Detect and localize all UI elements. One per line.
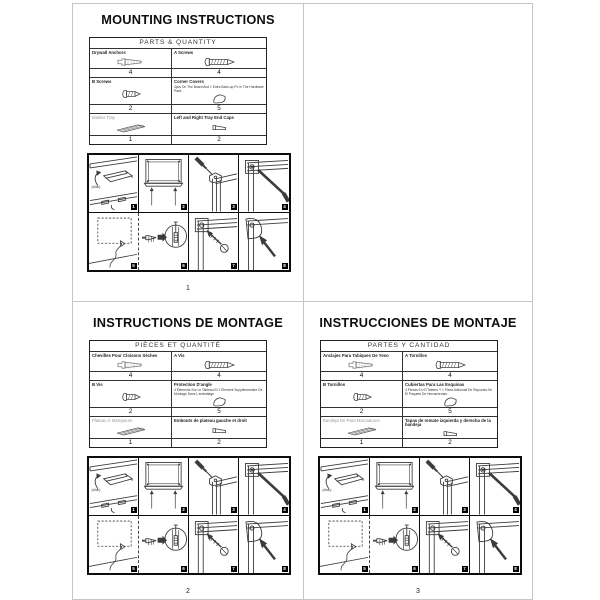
part-quantity: 4 (172, 68, 266, 77)
assembly-step-7 (189, 213, 239, 271)
step-number-badge: 6 (413, 565, 416, 571)
assembly-step-4 (239, 155, 289, 213)
parts-table-row (321, 381, 497, 417)
assembly-step-4 (470, 458, 520, 516)
page-content (304, 307, 532, 599)
assembly-step-1 (89, 458, 139, 516)
part-label: B Tornillos (323, 381, 346, 387)
assembly-step-5 (89, 213, 139, 271)
step-number-badge: 7 (463, 565, 466, 571)
part-cell (172, 78, 266, 113)
part-cell (90, 352, 172, 380)
part-cell (172, 352, 266, 380)
page-fr (73, 302, 303, 599)
marker-tray-icon (321, 423, 402, 438)
corner-cover-icon (172, 397, 266, 407)
step-number-badge: 8 (283, 565, 286, 571)
part-label: Cubiertas Para Las Esquinas (405, 381, 465, 387)
parts-table (89, 37, 267, 145)
part-cell (403, 381, 497, 416)
step-number-badge: 1 (132, 507, 135, 512)
screw-long-icon (403, 358, 497, 371)
part-quantity: 4 (403, 371, 497, 380)
drywall-anchor-glyph (116, 56, 146, 67)
step-number-badge: 4 (283, 507, 286, 512)
step-number-badge: 3 (232, 204, 235, 209)
parts-table-row (90, 49, 266, 78)
step-number-badge: 5 (132, 565, 135, 571)
parts-table-row (90, 352, 266, 381)
parts-table-header: PARTES Y CANTIDAD (321, 341, 497, 352)
part-cell (321, 381, 403, 416)
end-cap-icon (172, 120, 266, 135)
part-label: A Screws (174, 49, 194, 55)
blank-page (304, 4, 532, 301)
part-label: Left and Right Tray End Caps (174, 114, 234, 120)
part-cell (172, 381, 266, 416)
part-quantity: 5 (403, 407, 497, 416)
part-label: Protection D'angle (174, 381, 212, 387)
step-art (470, 516, 520, 574)
part-cell (403, 417, 497, 447)
part-cell (90, 381, 172, 416)
part-quantity: 4 (321, 371, 402, 380)
marker-tray-icon (90, 423, 171, 438)
part-cell (321, 417, 403, 447)
assembly-step-3 (189, 458, 239, 516)
step-number-badge: 1 (363, 507, 366, 512)
part-quantity: 5 (172, 407, 266, 416)
click-label: (click) (322, 488, 332, 492)
page-number: 2 (186, 588, 190, 595)
part-quantity: 2 (90, 407, 171, 416)
page-title: INSTRUCTIONS DE MONTAGE (93, 315, 283, 330)
part-note: 4pcs On The Board And 1 Extra Back-up Pc In The Hardware Pack (174, 85, 264, 94)
part-quantity: 4 (90, 371, 171, 380)
part-cell (172, 417, 266, 447)
part-label: Corner Covers (174, 78, 204, 84)
part-label: B Vis (92, 381, 103, 387)
step-number-badge: 2 (182, 507, 185, 512)
assembly-step-2 (139, 458, 189, 516)
end-cap-icon (172, 423, 266, 438)
part-cell (321, 352, 403, 380)
parts-table-body (90, 352, 266, 447)
step-number-badge: 8 (283, 262, 286, 268)
part-label: Bandeja De Para Marcadores (323, 417, 380, 423)
page-content (73, 307, 303, 599)
assembly-step-7 (420, 516, 470, 574)
page-title: MOUNTING INSTRUCTIONS (101, 12, 275, 27)
assembly-steps-grid (318, 456, 522, 575)
parts-table-body (321, 352, 497, 447)
assembly-steps-grid (87, 456, 291, 575)
parts-table-row (90, 114, 266, 144)
part-quantity: 4 (172, 371, 266, 380)
assembly-step-6 (139, 516, 189, 574)
step-art (320, 516, 369, 574)
step-number-badge: 5 (132, 262, 135, 268)
page-number: 1 (186, 285, 190, 292)
click-label: (click) (91, 185, 101, 189)
part-quantity: 4 (90, 68, 171, 77)
end-cap-glyph (441, 429, 459, 438)
assembly-step-8 (239, 516, 289, 574)
end-cap-icon (403, 428, 497, 438)
screw-long-icon (172, 358, 266, 371)
marker-tray-glyph (114, 123, 148, 133)
screw-short-icon (90, 84, 171, 104)
assembly-step-5 (89, 516, 139, 574)
part-label: B Screws (92, 78, 112, 84)
screw-short-glyph (351, 392, 373, 402)
part-label: A Tornillos (405, 352, 427, 358)
step-art (189, 213, 238, 271)
corner-cover-glyph (211, 94, 228, 104)
parts-table-header: PIÈCES ET QUANTITÉ (90, 341, 266, 352)
parts-table-row (90, 78, 266, 114)
part-label: Chevilles Pour Cloisons Sèches (92, 352, 158, 358)
assembly-step-1 (89, 155, 139, 213)
parts-table (89, 340, 267, 448)
parts-table-body (90, 49, 266, 144)
assembly-step-8 (470, 516, 520, 574)
part-label: Plateau À Marqueurs (92, 417, 133, 423)
page-es (304, 302, 532, 599)
step-art (239, 516, 289, 574)
part-quantity: 2 (403, 438, 497, 447)
corner-cover-icon (172, 94, 266, 104)
part-quantity: 1 (90, 135, 171, 144)
corner-cover-glyph (211, 397, 228, 407)
screw-long-glyph (202, 57, 236, 67)
step-number-badge: 4 (514, 507, 517, 512)
assembly-steps-grid (87, 153, 291, 272)
step-number-badge: 6 (182, 565, 185, 571)
click-label: (click) (91, 488, 101, 492)
assembly-step-6 (139, 213, 189, 271)
parts-table-row (90, 381, 266, 417)
corner-cover-glyph (442, 397, 459, 407)
part-label: Marker Tray (92, 114, 115, 120)
corner-cover-icon (403, 397, 497, 407)
part-note: 4 Piezas En El Tablero Y 1 Pieza Adicional De Repuesto En El Paquete De Herramientas (405, 388, 493, 397)
step-number-badge: 8 (514, 565, 517, 571)
screw-long-glyph (202, 360, 236, 370)
assembly-step-5 (320, 516, 370, 574)
parts-table-row (321, 417, 497, 447)
step-art (89, 516, 138, 574)
part-quantity: 2 (321, 407, 402, 416)
step-number-badge: 3 (463, 507, 466, 512)
part-cell (403, 352, 497, 380)
assembly-step-1 (320, 458, 370, 516)
step-number-badge: 2 (182, 204, 185, 209)
step-art (89, 213, 138, 271)
step-art (139, 213, 188, 271)
assembly-step-7 (189, 516, 239, 574)
marker-tray-glyph (114, 426, 148, 436)
step-art (420, 516, 469, 574)
part-cell (90, 78, 172, 113)
part-quantity: 1 (321, 438, 402, 447)
part-label: A Vis (174, 352, 185, 358)
step-number-badge: 7 (232, 262, 235, 268)
parts-table-header: PARTS & QUANTITY (90, 38, 266, 49)
part-quantity: 2 (172, 135, 266, 144)
step-art (239, 213, 289, 271)
assembly-step-3 (420, 458, 470, 516)
marker-tray-icon (90, 120, 171, 135)
end-cap-glyph (210, 123, 228, 132)
part-cell (90, 49, 172, 77)
parts-table (320, 340, 498, 448)
step-number-badge: 4 (283, 204, 286, 209)
part-cell (90, 114, 172, 144)
drywall-anchor-icon (321, 358, 402, 371)
drywall-anchor-icon (90, 55, 171, 68)
assembly-step-6 (370, 516, 420, 574)
step-art (139, 516, 188, 574)
step-number-badge: 1 (132, 204, 135, 209)
step-number-badge: 6 (182, 262, 185, 268)
part-quantity: 2 (172, 438, 266, 447)
part-quantity: 1 (90, 438, 171, 447)
drywall-anchor-icon (90, 358, 171, 371)
page-content (73, 4, 303, 301)
screw-long-icon (172, 55, 266, 68)
screw-short-glyph (120, 89, 142, 99)
parts-table-row (321, 352, 497, 381)
step-art (189, 516, 238, 574)
step-number-badge: 7 (232, 565, 235, 571)
marker-tray-glyph (345, 426, 379, 436)
step-number-badge: 2 (413, 507, 416, 512)
part-cell (90, 417, 172, 447)
assembly-step-2 (370, 458, 420, 516)
page-en (73, 4, 303, 301)
part-label: Drywall Anchors (92, 49, 126, 55)
end-cap-glyph (210, 426, 228, 435)
assembly-step-2 (139, 155, 189, 213)
step-number-badge: 5 (363, 565, 366, 571)
parts-table-row (90, 417, 266, 447)
assembly-step-8 (239, 213, 289, 271)
step-art (370, 516, 419, 574)
screw-long-glyph (433, 360, 467, 370)
drywall-anchor-glyph (347, 359, 377, 370)
step-number-badge: 3 (232, 507, 235, 512)
page-title: INSTRUCCIONES DE MONTAJE (319, 315, 517, 330)
part-label: Anclajes Para Tabiques De Yeso (323, 352, 389, 358)
part-label: Embouts de plateau gauche et droit (174, 417, 247, 423)
drywall-anchor-glyph (116, 359, 146, 370)
screw-short-icon (321, 387, 402, 407)
part-cell (172, 49, 266, 77)
part-note: 4 Éléments Sur Le Tableau Et 1 Élément Supplémentaire De Montage Dans L'emballage (174, 388, 263, 397)
part-quantity: 5 (172, 104, 266, 113)
part-quantity: 2 (90, 104, 171, 113)
instruction-sheet (72, 3, 533, 600)
page-number: 3 (416, 588, 420, 595)
screw-short-glyph (120, 392, 142, 402)
screw-short-icon (90, 387, 171, 407)
part-label: Tapas de remate izquierda y derecha de la bandeja (405, 417, 491, 428)
assembly-step-3 (189, 155, 239, 213)
assembly-step-4 (239, 458, 289, 516)
part-cell (172, 114, 266, 144)
